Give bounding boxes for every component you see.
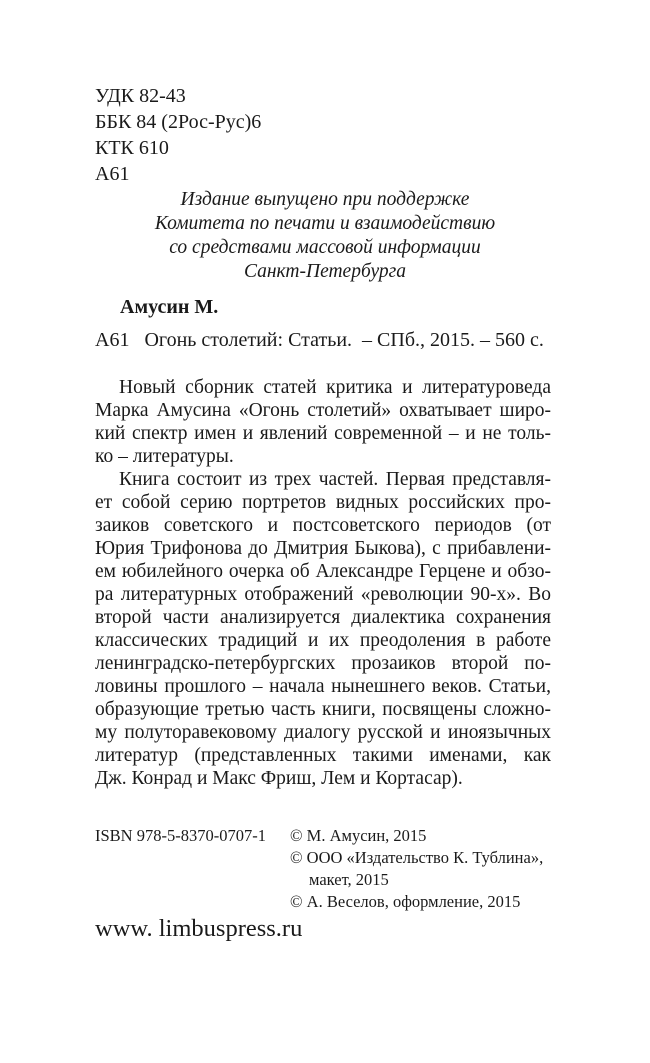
annotation-line: ловины прошлого – начала нынешнего веков. Статьи,: [95, 676, 551, 697]
annotation-line: Книга состоит из трех частей. Первая представля-: [119, 469, 551, 490]
annotation-line: ленинградско-петербургских прозаиков второй по-: [95, 653, 551, 674]
support-notice-line: Издание выпущено при поддержке: [180, 189, 470, 210]
support-notice-line: Комитета по печати и взаимодействию: [154, 213, 496, 234]
support-notice-line: со средствами массовой информации: [169, 237, 481, 258]
annotation-line: му полуторавековому диалогу русской и иноязычных: [95, 722, 551, 743]
author-name: Амусин М.: [120, 296, 219, 318]
annotation-line: Новый сборник статей критика и литературоведа: [119, 377, 551, 398]
annotation-line: образующие третью часть книги, посвящены сложно-: [95, 699, 551, 720]
isbn: ISBN 978-5-8370-0707-1: [95, 826, 266, 845]
support-notice-line: Санкт-Петербурга: [243, 261, 407, 282]
annotation-line: литератур (представленных такими именами, как: [95, 745, 551, 766]
annotation-line: ет собой серию портретов видных российских про-: [95, 492, 551, 513]
annotation-line: ра литературных отображений «революции 90-х». Во: [95, 584, 551, 605]
copyright-line: © А. Веселов, оформление, 2015: [290, 892, 521, 911]
bbk-code: ББК 84 (2Рос-Рус)6: [95, 111, 262, 133]
annotation-line: заиков советского и постсоветского периодов (от: [95, 515, 551, 536]
ktk-code: КТК 610: [95, 137, 169, 159]
copyright-line: © М. Амусин, 2015: [290, 826, 427, 845]
annotation-line: Дж. Конрад и Макс Фриш, Лем и Кортасар).: [95, 768, 463, 789]
annotation-line: Марка Амусина «Огонь столетий» охватывает широ-: [95, 400, 551, 421]
annotation-line: кий спектр имен и явлений современной – и не толь-: [95, 423, 551, 444]
annotation-line: классических традиций и их преодоления в работе: [95, 630, 551, 651]
copyright-line: макет, 2015: [309, 870, 389, 889]
udk-code: УДК 82-43: [95, 85, 186, 107]
publisher-website[interactable]: www. limbuspress.ru: [95, 915, 303, 942]
annotation-line: второй части анализируется диалектика сохранения: [95, 607, 551, 628]
copyright-line: © ООО «Издательство К. Тублина»,: [290, 848, 544, 867]
annotation-line: ко – литературы.: [95, 446, 234, 467]
bibliographic-entry: А61 Огонь столетий: Статьи. – СПб., 2015. – 560 с.: [95, 329, 544, 351]
author-sign: А61: [95, 163, 130, 185]
annotation-line: ем юбилейного очерка об Александре Герцене и обзо-: [95, 561, 551, 582]
annotation-line: Юрия Трифонова до Дмитрия Быкова), с прибавлени-: [95, 538, 551, 559]
